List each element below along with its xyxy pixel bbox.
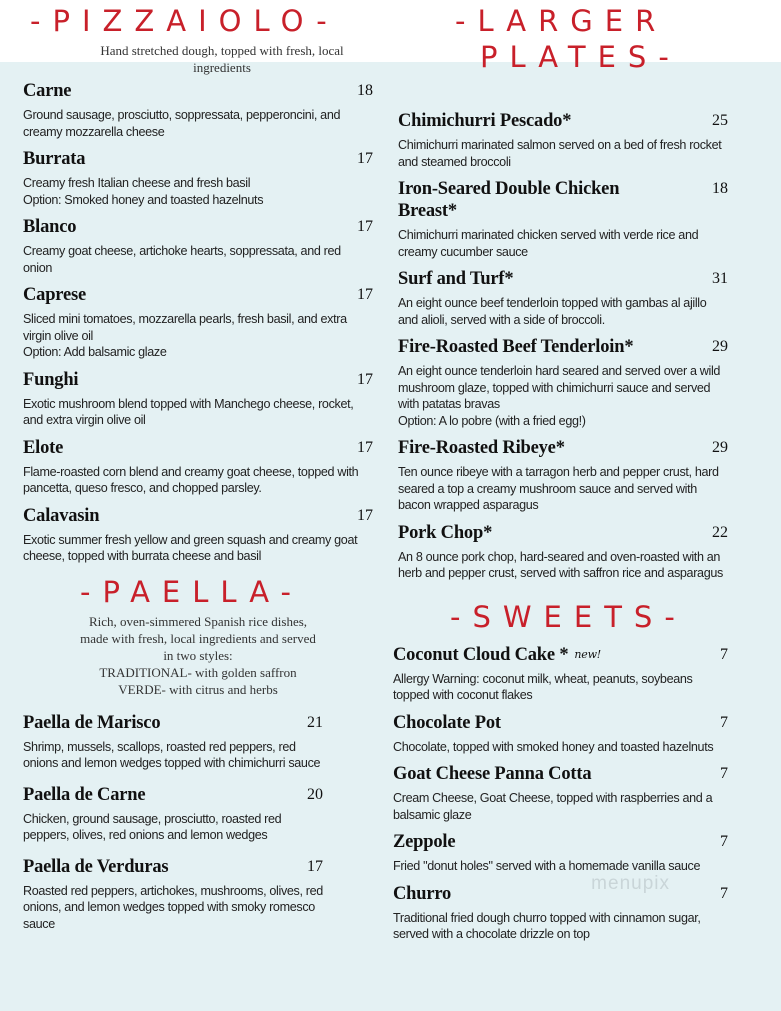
item-name-text: Chocolate Pot	[393, 712, 501, 733]
item-price: 17	[307, 857, 323, 875]
item-name-text: Paella de Verduras	[23, 856, 169, 877]
pizzaiolo-subtitle: Hand stretched dough, topped with fresh, local ingredients	[100, 43, 344, 75]
paella-subtitle-line: TRADITIONAL- with golden saffron	[99, 664, 297, 680]
item-name-text: Paella de Marisco	[23, 712, 161, 733]
item-description-line: Chimichurri marinated salmon served on a bed of fresh rocket and steamed broccoli	[398, 138, 722, 169]
item-header	[393, 644, 728, 666]
item-name-text: Pork Chop*	[398, 522, 493, 543]
item-description-line: Option: Add balsamic glaze	[23, 345, 167, 359]
item-price: 7	[720, 765, 728, 782]
item-description	[398, 295, 728, 328]
item-description-line: An eight ounce beef tenderloin topped with gambas al ajillo and alioli, served with a side of broccoli.	[398, 296, 707, 327]
item-name	[393, 644, 601, 666]
larger-plates-heading-line2: PLATES-	[480, 40, 681, 74]
item-description-line: Creamy fresh Italian cheese and fresh basil	[23, 176, 251, 190]
item-name	[23, 712, 160, 734]
item-header	[398, 437, 728, 459]
item-description	[393, 790, 728, 823]
item-description	[23, 396, 373, 429]
item-description	[23, 243, 373, 276]
item-header	[23, 148, 373, 170]
item-name	[23, 505, 99, 527]
item-price: 7	[720, 884, 728, 902]
pizzaiolo-menu-item	[23, 80, 373, 140]
larger-plates-menu-item	[398, 522, 728, 582]
item-price: 17	[357, 438, 373, 456]
item-price: 31	[712, 270, 728, 287]
item-header	[23, 505, 373, 527]
item-header	[23, 284, 373, 306]
item-price: 7	[720, 645, 728, 663]
item-price: 17	[357, 150, 373, 167]
item-price: 7	[720, 833, 728, 850]
item-price: 29	[712, 338, 728, 355]
item-name-text: Carne	[23, 81, 72, 101]
item-name	[23, 284, 86, 306]
pizzaiolo-menu-item	[23, 284, 373, 361]
item-name-text: Burrata	[23, 149, 86, 169]
larger-plates-menu-item	[398, 110, 728, 170]
new-badge: new!	[574, 647, 602, 661]
item-description-line: Ground sausage, prosciutto, soppressata, pepperoncini, and creamy mozzarella cheese	[23, 108, 341, 139]
item-name-text: Coconut Cloud Cake *	[393, 644, 569, 665]
item-name	[23, 437, 63, 459]
item-name-text: Calavasin	[23, 505, 100, 526]
larger-plates-menu-item	[398, 437, 728, 514]
item-description	[398, 137, 728, 170]
item-name	[398, 437, 565, 459]
left-column	[23, 4, 373, 944]
item-name	[398, 336, 633, 358]
item-description-line: An eight ounce tenderloin hard seared and served over a wild mushroom glaze, topped with chimichurri sauce and served with patatas bravas	[398, 364, 721, 411]
item-name	[23, 784, 145, 806]
item-name-text: Churro	[393, 883, 452, 904]
item-price: 17	[357, 286, 373, 303]
item-description-line: Ten ounce ribeye with a tarragon herb and pepper crust, hard seared a top a creamy mushroom sauce and served with bacon wrapped asparagus	[398, 465, 719, 512]
sweets-menu-item	[393, 763, 728, 823]
item-name-text: Goat Cheese Panna Cotta	[393, 764, 592, 784]
pizzaiolo-menu-item	[23, 505, 373, 565]
item-header	[393, 763, 728, 785]
item-price: 20	[307, 785, 323, 803]
item-price: 29	[712, 439, 728, 456]
larger-plates-heading-line1: -LARGER	[455, 4, 668, 38]
item-description	[23, 311, 373, 361]
item-description-line: Option: A lo pobre (with a fried egg!)	[398, 413, 586, 428]
item-name	[23, 369, 78, 391]
item-header	[23, 80, 373, 102]
item-name	[398, 522, 492, 544]
item-header	[398, 336, 728, 358]
item-header	[398, 268, 728, 290]
item-header	[398, 110, 728, 132]
item-description	[393, 910, 728, 943]
item-name	[398, 268, 513, 290]
item-description-line: Shrimp, mussels, scallops, roasted red peppers, red onions and lemon wedges topped with chimichurri sauce	[23, 739, 321, 770]
item-description	[23, 811, 323, 844]
item-description-line: Creamy goat cheese, artichoke hearts, soppressata, and red onion	[23, 244, 341, 275]
item-description-line: An 8 ounce pork chop, hard-seared and oven-roasted with an herb and pepper crust, served with saffron rice and asparagus	[398, 549, 723, 580]
item-name-text: Chimichurri Pescado*	[398, 111, 572, 131]
pizzaiolo-menu-item	[23, 148, 373, 208]
item-name	[393, 831, 455, 853]
item-header	[393, 831, 728, 853]
item-description	[23, 739, 323, 772]
sweets-items	[393, 644, 728, 943]
item-description-line: Fried "donut holes" served with a homemade vanilla sauce	[393, 859, 701, 873]
item-description	[23, 464, 373, 497]
paella-subtitle-line: made with fresh, local ingredients and served	[80, 630, 316, 646]
item-header	[398, 522, 728, 544]
pizzaiolo-heading: -PIZZAIOLO-	[30, 4, 339, 38]
item-description-line: Cream Cheese, Goat Cheese, topped with raspberries and a balsamic glaze	[393, 791, 713, 822]
item-header	[23, 369, 373, 391]
item-description	[398, 549, 728, 582]
item-name-text: Fire-Roasted Ribeye*	[398, 438, 565, 458]
item-header	[23, 784, 323, 806]
item-price: 17	[357, 370, 373, 388]
item-description-line: Sliced mini tomatoes, mozzarella pearls, fresh basil, and extra virgin olive oil	[23, 312, 347, 343]
pizzaiolo-menu-item	[23, 369, 373, 429]
sweets-menu-item	[393, 831, 728, 875]
item-description-line: Exotic mushroom blend topped with Manchego cheese, rocket, and extra virgin olive oil	[23, 396, 354, 427]
item-description-line: Exotic summer fresh yellow and green squash and creamy goat cheese, topped with burrata cheese and basil	[23, 532, 358, 563]
item-header	[23, 712, 323, 734]
item-price: 25	[712, 112, 728, 129]
item-name-text: Zeppole	[393, 832, 456, 852]
item-price: 17	[357, 506, 373, 524]
item-price: 18	[357, 82, 373, 99]
sweets-menu-item	[393, 712, 728, 756]
item-price: 7	[720, 713, 728, 731]
pizzaiolo-items	[23, 80, 373, 565]
item-name-text: Iron-Seared Double Chicken Breast*	[398, 179, 620, 221]
item-price: 22	[712, 523, 728, 541]
right-column	[393, 4, 728, 951]
item-description	[23, 532, 373, 565]
larger-plates-menu-item	[398, 268, 728, 328]
item-name	[23, 216, 76, 238]
item-name-text: Funghi	[23, 369, 79, 390]
sweets-heading: -SWEETS-	[450, 599, 687, 634]
item-description	[23, 107, 373, 140]
paella-subtitle	[80, 613, 316, 698]
item-description-line: Chocolate, topped with smoked honey and toasted hazelnuts	[393, 739, 714, 754]
paella-heading: -PAELLA-	[80, 574, 303, 609]
item-description	[23, 175, 373, 208]
item-name	[23, 80, 71, 102]
paella-menu-item	[23, 856, 323, 933]
item-name	[393, 763, 591, 785]
item-description-line: Allergy Warning: coconut milk, wheat, peanuts, soybeans topped with coconut flakes	[393, 671, 693, 702]
item-name-text: Paella de Carne	[23, 784, 146, 805]
item-name	[393, 883, 451, 905]
item-description-line: Option: Smoked honey and toasted hazelnuts	[23, 192, 264, 207]
paella-menu-item	[23, 712, 323, 772]
item-header	[23, 216, 373, 238]
item-name	[23, 856, 168, 878]
pizzaiolo-menu-item	[23, 437, 373, 497]
item-description-line: Traditional fried dough churro topped with cinnamon sugar, served with a chocolate drizzle on top	[393, 910, 701, 941]
sweets-menu-item	[393, 872, 728, 943]
paella-items	[23, 712, 323, 933]
item-description	[23, 883, 323, 933]
paella-subtitle-line: Rich, oven-simmered Spanish rice dishes,	[88, 613, 308, 629]
item-name-text: Blanco	[23, 217, 77, 237]
item-description	[398, 464, 728, 514]
item-price: 18	[712, 180, 728, 197]
item-name-text: Fire-Roasted Beef Tenderloin*	[398, 337, 634, 357]
item-name	[398, 178, 678, 222]
item-name-text: Elote	[23, 437, 64, 458]
item-description-line: Roasted red peppers, artichokes, mushrooms, olives, red onions, and lemon wedges topped with smoky romesco sauce	[23, 883, 323, 931]
item-description	[393, 671, 728, 704]
item-name-text: Caprese	[23, 285, 86, 305]
larger-plates-menu-item	[398, 336, 728, 429]
item-description-line: Flame-roasted corn blend and creamy goat cheese, topped with pancetta, queso fresco, and chopped parsley.	[23, 464, 359, 495]
larger-plates-items	[398, 110, 728, 582]
item-header	[393, 712, 728, 734]
paella-menu-item	[23, 784, 323, 844]
item-name-text: Surf and Turf*	[398, 269, 514, 289]
item-header	[398, 178, 728, 222]
item-name	[23, 148, 85, 170]
item-header	[23, 856, 323, 878]
item-description	[393, 858, 728, 875]
item-description	[393, 739, 728, 756]
item-description-line: Chicken, ground sausage, prosciutto, roasted red peppers, olives, red onions and lemon wedges	[23, 811, 282, 842]
item-description	[398, 363, 728, 429]
item-header	[393, 872, 728, 905]
item-price: 17	[357, 218, 373, 235]
item-description	[398, 227, 728, 260]
item-name	[398, 110, 571, 132]
item-price: 21	[307, 713, 323, 731]
menupix-watermark: menupix	[591, 872, 670, 894]
item-header	[23, 437, 373, 459]
pizzaiolo-menu-item	[23, 216, 373, 276]
sweets-menu-item	[393, 644, 728, 704]
paella-subtitle-line: in two styles:	[163, 647, 233, 663]
item-description-line: Chimichurri marinated chicken served with verde rice and creamy cucumber sauce	[398, 228, 699, 259]
paella-subtitle-line: VERDE- with citrus and herbs	[118, 681, 278, 697]
item-name	[393, 712, 501, 734]
larger-plates-menu-item	[398, 178, 728, 260]
